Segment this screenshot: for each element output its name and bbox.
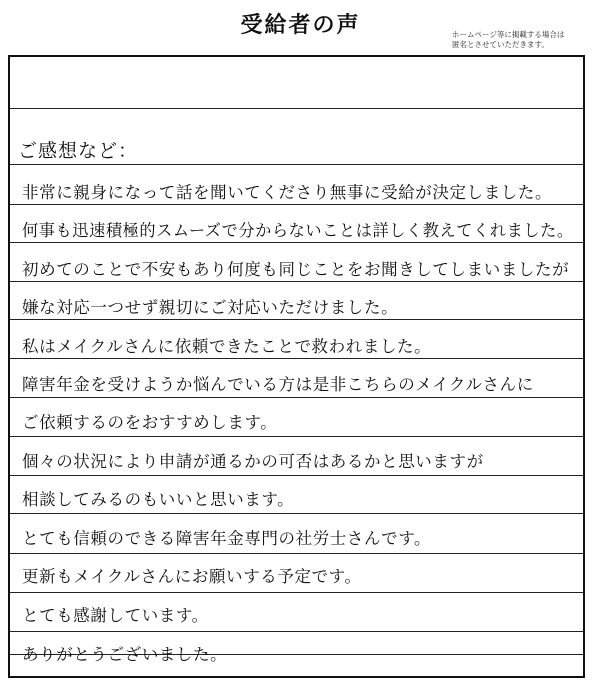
comment-line: ご依頼するのをおすすめします。 xyxy=(22,413,278,432)
ruled-line xyxy=(10,592,583,593)
comment-line: ありがとうございました。 xyxy=(22,645,228,664)
ruled-line xyxy=(10,397,583,398)
privacy-notice-line-1: ホームページ等に掲載する場合は xyxy=(452,30,565,39)
ruled-line xyxy=(10,281,583,282)
comment-line: とても感謝しています。 xyxy=(22,606,209,625)
comment-line: 私はメイクルさんに依頼できたことで救われました。 xyxy=(22,337,432,356)
ruled-line xyxy=(10,204,583,205)
privacy-notice xyxy=(452,30,597,50)
page-title: 受給者の声 xyxy=(240,13,361,38)
ruled-line xyxy=(10,319,583,320)
comment-line: 嫌な対応一つせず親切にご対応いただけました。 xyxy=(22,298,399,317)
privacy-notice-line-2: 匿名とさせていただきます。 xyxy=(452,40,549,49)
ruled-line xyxy=(10,436,583,437)
ruled-line xyxy=(10,631,583,632)
comment-line: 障害年金を受けようか悩んでいる方は是非こちらのメイクルさんに xyxy=(22,375,534,394)
comment-line: 更新もメイクルさんにお願いする予定です。 xyxy=(22,567,362,586)
testimonial-form xyxy=(8,55,585,678)
comment-line: 非常に親身になって話を聞いてくださり無事に受給が決定しました。 xyxy=(22,183,553,202)
ruled-line xyxy=(10,164,583,165)
comment-line: とても信頼のできる障害年金専門の社労士さんです。 xyxy=(22,529,432,548)
comment-line: 初めてのことで不安もあり何度も同じことをお聞きしてしまいましたが xyxy=(22,260,570,279)
divider xyxy=(10,108,583,109)
ruled-line xyxy=(10,475,583,476)
comment-line: 個々の状況により申請が通るかの可否はあるかと思いますが xyxy=(22,452,484,471)
ruled-line xyxy=(10,358,583,359)
comment-line: 相談してみるのもいいと思います。 xyxy=(22,490,295,509)
comments-label: ご感想など： xyxy=(18,140,139,162)
ruled-line xyxy=(10,513,583,514)
comment-line: 何事も迅速積極的スムーズで分からないことは詳しく教えてくれました。 xyxy=(22,221,574,240)
ruled-line xyxy=(10,553,583,554)
ruled-line xyxy=(10,242,583,243)
